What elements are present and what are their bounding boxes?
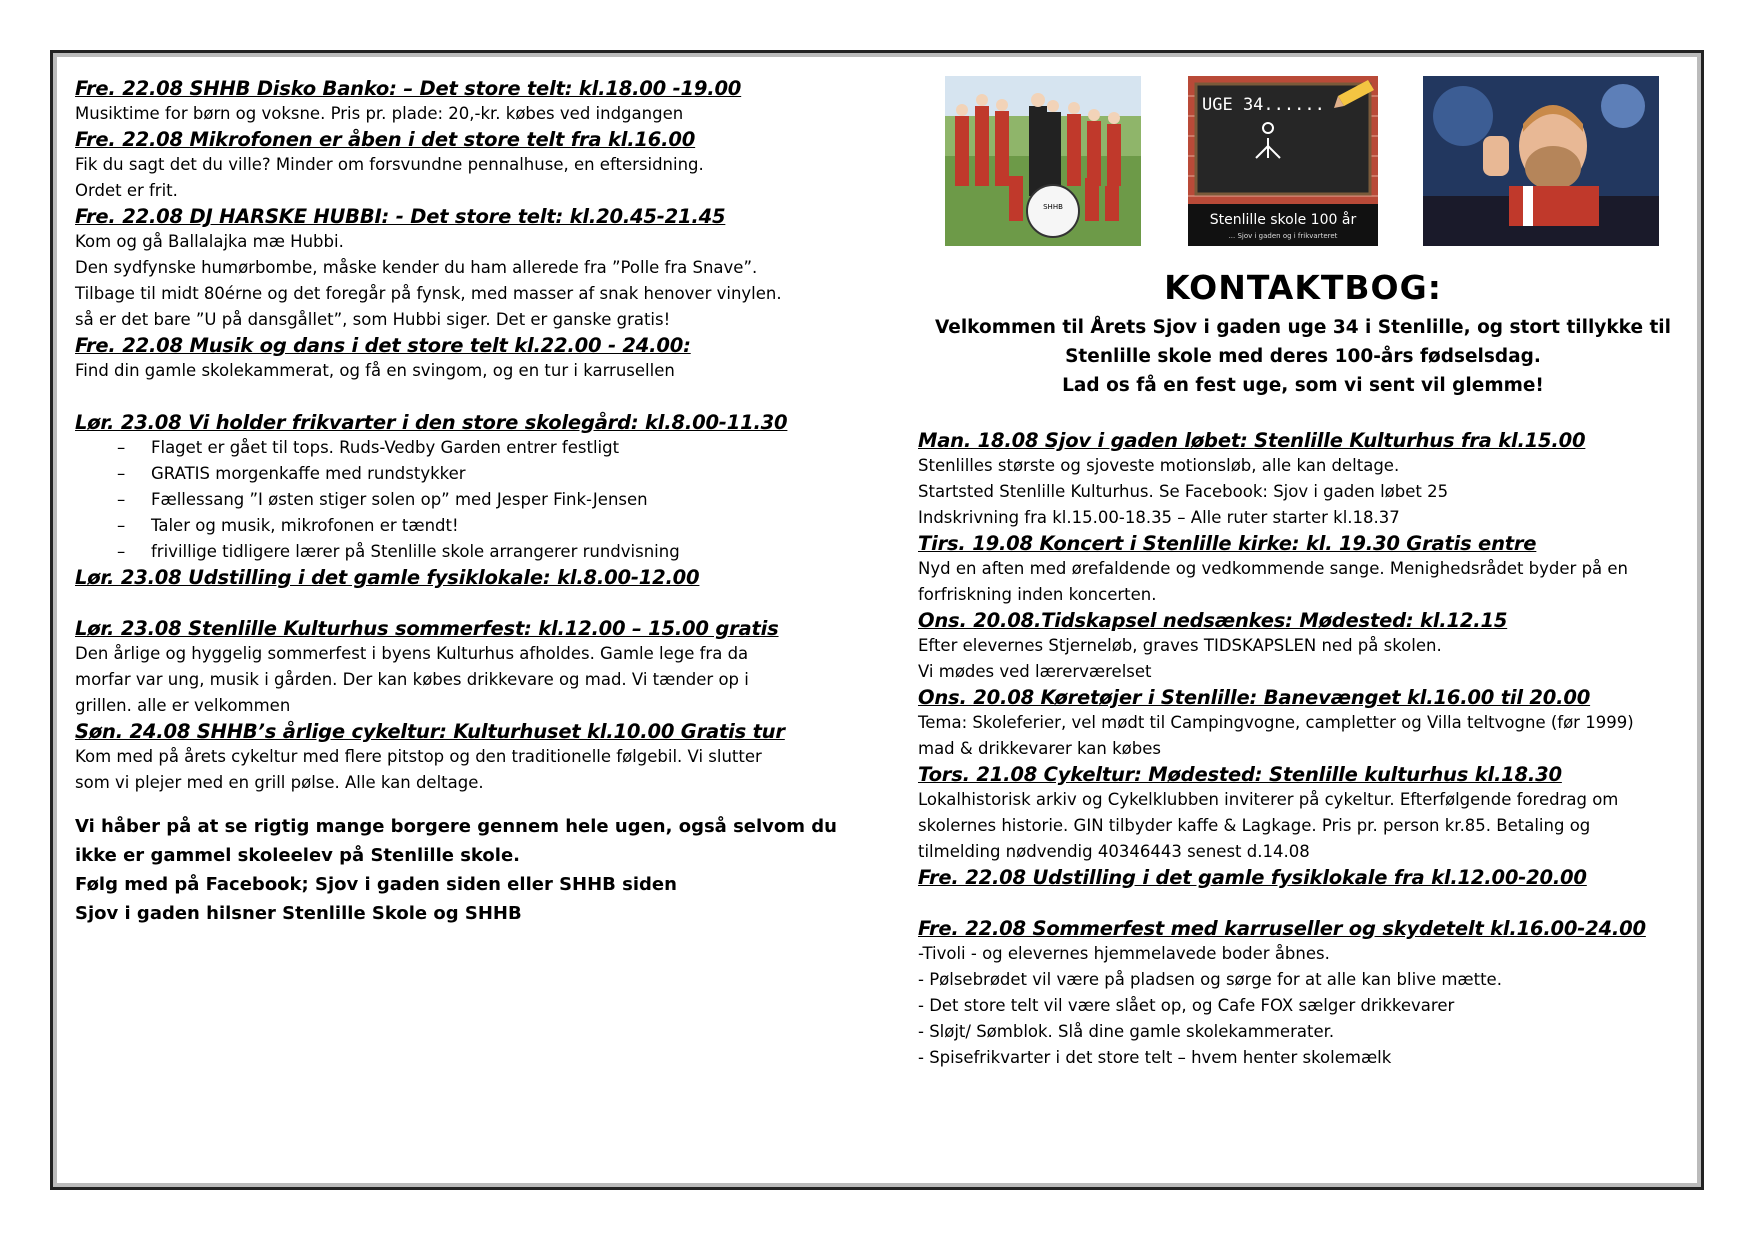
- closing-message: [75, 812, 845, 928]
- event-block: [918, 531, 1698, 608]
- event-text: som vi plejer med en grill pølse. Alle kan deltage.: [75, 773, 484, 792]
- event-block: [918, 916, 1698, 1071]
- event-heading: Lør. 23.08 Vi holder frikvarter i den store skolegård: kl.8.00-11.30: [75, 411, 788, 434]
- event-text: Fik du sagt det du ville? Minder om forsvundne pennalhuse, en eftersidning.: [75, 155, 704, 174]
- intro-line: Stenlille skole med deres 100-års fødselsdag.: [1065, 346, 1541, 367]
- event-block: [75, 127, 845, 204]
- event-text: morfar var ung, musik i gården. Der kan købes drikkevare og mad. Vi tænder op i: [75, 670, 749, 689]
- event-heading: Søn. 24.08 SHHB’s årlige cykeltur: Kulturhuset kl.10.00 Gratis tur: [75, 720, 785, 743]
- event-block: [918, 428, 1698, 531]
- drum-text: SHHB: [1043, 203, 1063, 211]
- event-heading: Ons. 20.08 Køretøjer i Stenlille: Banevænget kl.16.00 til 20.00: [918, 686, 1591, 709]
- event-block: [75, 333, 845, 384]
- event-text: Vi mødes ved lærerværelset: [918, 662, 1152, 681]
- event-text: Den sydfynske humørbombe, måske kender du ham allerede fra ”Polle fra Snave”.: [75, 258, 758, 277]
- closing-line: ikke er gammel skoleelev på Stenlille skole.: [75, 845, 520, 866]
- closing-line: Sjov i gaden hilsner Stenlille Skole og SHHB: [75, 903, 522, 924]
- kontaktbog-title: KONTAKTBOG:: [1164, 268, 1442, 307]
- event-text: så er det bare ”U på dansgållet”, som Hubbi siger. Det er ganske gratis!: [75, 310, 671, 329]
- list-item: – GRATIS morgenkaffe med rundstykker: [75, 461, 845, 487]
- event-text: Efter elevernes Stjerneløb, graves TIDSKAPSLEN ned på skolen.: [918, 636, 1442, 655]
- list-item: – Fællessang ”I østen stiger solen op” med Jesper Fink-Jensen: [75, 487, 845, 513]
- event-text: tilmelding nødvendig 40346443 senest d.14.08: [918, 842, 1310, 861]
- event-block: [75, 410, 845, 565]
- event-text: Kom og gå Ballalajka mæ Hubbi.: [75, 232, 344, 251]
- event-block: [918, 762, 1698, 865]
- closing-line: Følg med på Facebook; Sjov i gaden siden eller SHHB siden: [75, 874, 677, 895]
- left-column: [75, 76, 845, 928]
- event-block: [75, 76, 845, 127]
- event-text: Musiktime for børn og voksne. Pris pr. plade: 20,-kr. købes ved indgangen: [75, 104, 684, 123]
- event-block: [75, 719, 845, 796]
- event-text: forfriskning inden koncerten.: [918, 585, 1157, 604]
- closing-line: Vi håber på at se rigtig mange borgere gennem hele ugen, også selvom du: [75, 816, 837, 837]
- list-item: – Flaget er gået til tops. Ruds-Vedby Garden entrer festligt: [75, 435, 845, 461]
- event-heading: Man. 18.08 Sjov i gaden løbet: Stenlille Kulturhus fra kl.15.00: [918, 429, 1586, 452]
- event-text: skolernes historie. GIN tilbyder kaffe & Lagkage. Pris pr. person kr.85. Betaling og: [918, 816, 1591, 835]
- bullet-list: [75, 435, 845, 565]
- dj-photo: [1423, 76, 1659, 246]
- event-text: Den årlige og hyggelig sommerfest i byens Kulturhus afholdes. Gamle lege fra da: [75, 644, 749, 663]
- event-text: - Det store telt vil være slået op, og Cafe FOX sælger drikkevarer: [918, 996, 1455, 1015]
- event-text: - Pølsebrødet vil være på pladsen og sørge for at alle kan blive mætte.: [918, 970, 1502, 989]
- event-heading: Tirs. 19.08 Koncert i Stenlille kirke: kl. 19.30 Gratis entre: [918, 532, 1537, 555]
- event-text: Lokalhistorisk arkiv og Cykelklubben inviterer på cykeltur. Efterfølgende foredrag om: [918, 790, 1619, 809]
- intro-line: Velkommen til Årets Sjov i gaden uge 34 i Stenlille, og stort tillykke til: [934, 317, 1671, 338]
- chalkboard-caption: Stenlille skole 100 år: [1209, 212, 1357, 228]
- event-text: Ordet er frit.: [75, 181, 178, 200]
- chalkboard-title: UGE 34......: [1202, 95, 1325, 115]
- event-block: [75, 204, 845, 333]
- event-heading: Tors. 21.08 Cykeltur: Mødested: Stenlille kulturhus kl.18.30: [918, 763, 1562, 786]
- event-heading: Lør. 23.08 Stenlille Kulturhus sommerfest: kl.12.00 – 15.00 gratis: [75, 617, 779, 640]
- kontaktbog-intro: [918, 313, 1688, 400]
- list-item: – Taler og musik, mikrofonen er tændt!: [75, 513, 845, 539]
- right-column: [918, 428, 1698, 1071]
- event-heading: Fre. 22.08 Musik og dans i det store telt kl.22.00 - 24.00:: [75, 334, 691, 357]
- event-text: Stenlilles største og sjoveste motionsløb, alle kan deltage.: [918, 456, 1400, 475]
- event-text: - Spisefrikvarter i det store telt – hvem henter skolemælk: [918, 1048, 1392, 1067]
- event-text: Find din gamle skolekammerat, og få en svingom, og en tur i karrusellen: [75, 361, 675, 380]
- chalkboard-sub: ... Sjov i gaden og i frikvarteret: [1228, 232, 1338, 240]
- event-text: mad & drikkevarer kan købes: [918, 739, 1161, 758]
- photo-strip: [945, 76, 1655, 246]
- event-block: [918, 608, 1698, 685]
- event-text: Kom med på årets cykeltur med flere pitstop og den traditionelle følgebil. Vi slutter: [75, 747, 762, 766]
- event-text: Tema: Skoleferier, vel mødt til Campingvogne, campletter og Villa teltvogne (før 1999): [918, 713, 1634, 732]
- event-heading: Fre. 22.08 Sommerfest med karruseller og skydetelt kl.16.00-24.00: [918, 917, 1646, 940]
- event-text: - Sløjt/ Sømblok. Slå dine gamle skolekammerater.: [918, 1022, 1335, 1041]
- event-heading: Fre. 22.08 Mikrofonen er åben i det store telt fra kl.16.00: [75, 128, 696, 151]
- list-item: – frivillige tidligere lærer på Stenlille skole arrangerer rundvisning: [75, 539, 845, 565]
- event-text: Indskrivning fra kl.15.00-18.35 – Alle ruter starter kl.18.37: [918, 508, 1400, 527]
- event-text: Startsted Stenlille Kulturhus. Se Facebook: Sjov i gaden løbet 25: [918, 482, 1449, 501]
- event-text: grillen. alle er velkommen: [75, 696, 291, 715]
- event-block: [918, 685, 1698, 762]
- event-heading: Fre. 22.08 Udstilling i det gamle fysiklokale fra kl.12.00-20.00: [918, 866, 1587, 889]
- event-heading: Lør. 23.08 Udstilling i det gamle fysiklokale: kl.8.00-12.00: [75, 566, 700, 589]
- event-block: [75, 616, 845, 719]
- event-heading: Fre. 22.08 SHHB Disko Banko: – Det store telt: kl.18.00 -19.00: [75, 77, 742, 100]
- event-text: Tilbage til midt 80érne og det foregår på fynsk, med masser af snak henover vinylen.: [75, 284, 782, 303]
- garden-band-photo: [945, 76, 1141, 246]
- intro-line: Lad os få en fest uge, som vi sent vil glemme!: [1062, 375, 1544, 396]
- event-text: -Tivoli - og elevernes hjemmelavede boder åbnes.: [918, 944, 1330, 963]
- event-heading: Fre. 22.08 DJ HARSKE HUBBI: - Det store telt: kl.20.45-21.45: [75, 205, 726, 228]
- chalkboard-photo: [1188, 76, 1378, 246]
- event-heading: Ons. 20.08.Tidskapsel nedsænkes: Mødested: kl.12.15: [918, 609, 1508, 632]
- event-text: Nyd en aften med ørefaldende og vedkommende sange. Menighedsrådet byder på en: [918, 559, 1629, 578]
